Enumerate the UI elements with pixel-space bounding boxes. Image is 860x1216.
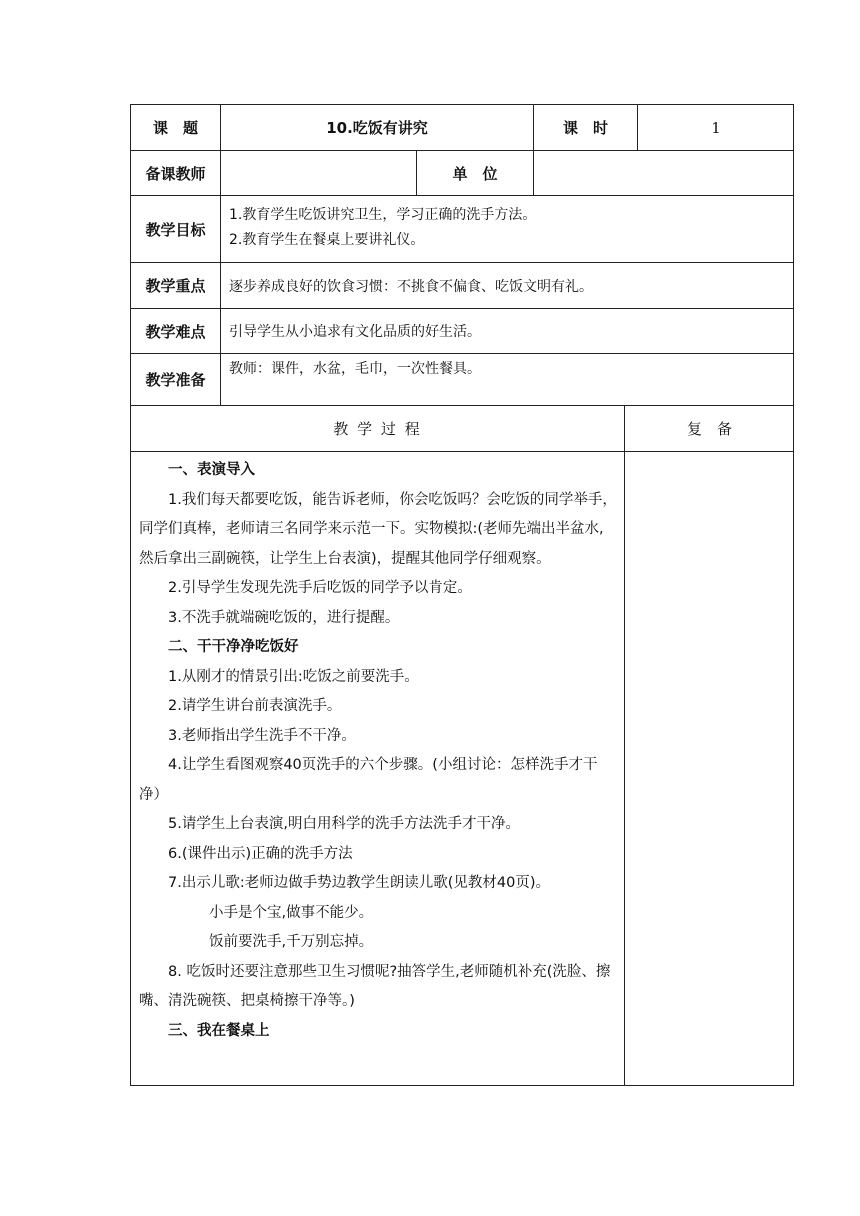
row-key-points: [130, 262, 794, 308]
difficulties-text: 引导学生从小追求有文化品质的好生活。: [220, 308, 794, 353]
row-teacher: [130, 150, 794, 195]
process-paragraph: 1.我们每天都要吃饭，能告诉老师，你会吃饭吗？会吃饭的同学举手，同学们真棒，老师请三名同学来示范一下。实物模拟:(老师先端出半盆水,然后拿出三副碗筷，让学生上台表演)，提醒其他同学仔细观察。: [139, 491, 617, 567]
process-paragraph: 5.请学生上台表演,明白用科学的洗手方法洗手才干净。: [168, 816, 520, 832]
topic-label: 课 题: [130, 104, 220, 150]
review-content: [624, 451, 794, 1086]
section-heading: 二、干干净净吃饭好: [168, 639, 299, 655]
section-heading: 三、我在餐桌上: [168, 1022, 270, 1039]
objective-line: 2.教育学生在餐桌上要讲礼仪。: [229, 232, 425, 248]
section-heading: 一、表演导入: [168, 462, 255, 478]
process-paragraph: 2.请学生讲台前表演洗手。: [168, 698, 342, 714]
period-label: 课 时: [533, 104, 637, 150]
teacher-value: [220, 150, 416, 195]
process-paragraph: 1.从刚才的情景引出:吃饭之前要洗手。: [168, 668, 419, 685]
process-paragraph: 6.(课件出示)正确的洗手方法: [168, 845, 353, 862]
review-label: 复 备: [624, 405, 794, 451]
process-paragraph: 8. 吃饭时还要注意那些卫生习惯呢?抽答学生,老师随机补充(洗脸、擦嘴、清洗碗筷、把桌椅擦干净等。): [139, 963, 611, 1009]
objective-line: 1.教育学生吃饭讲究卫生，学习正确的洗手方法。: [229, 207, 537, 223]
teacher-label: 备课教师: [130, 150, 220, 195]
process-label: 教 学 过 程: [130, 405, 624, 451]
process-paragraph: 3.老师指出学生洗手不干净。: [168, 727, 356, 744]
lesson-plan-table: [130, 104, 794, 1086]
difficulties-label: 教学难点: [130, 308, 220, 353]
process-content: [130, 451, 624, 1086]
row-process-body: [130, 451, 794, 1086]
row-difficulties: [130, 308, 794, 353]
objectives-text: [220, 195, 794, 262]
process-paragraphs: [131, 452, 624, 1046]
process-paragraph: 4.让学生看图观察40页洗手的六个步骤。(小组讨论：怎样洗手才干净）: [139, 757, 598, 803]
preparation-label: 教学准备: [130, 353, 220, 405]
verse-line: 小手是个宝,做事不能少。: [209, 904, 374, 921]
preparation-text: 教师：课件，水盆，毛巾，一次性餐具。: [220, 353, 794, 405]
row-process-header: [130, 405, 794, 451]
row-objectives: [130, 195, 794, 262]
unit-value: [533, 150, 794, 195]
verse-line: 饭前要洗手,千万别忘掉。: [209, 934, 374, 950]
period-value: 1: [637, 104, 794, 150]
topic-value: 10.吃饭有讲究: [220, 104, 533, 150]
unit-label: 单 位: [416, 150, 533, 195]
process-paragraph: 2.引导学生发现先洗手后吃饭的同学予以肯定。: [168, 580, 472, 596]
row-topic: [130, 104, 794, 150]
process-paragraph: 3.不洗手就端碗吃饭的，进行提醒。: [168, 609, 400, 626]
row-preparation: [130, 353, 794, 405]
key-points-label: 教学重点: [130, 262, 220, 308]
process-paragraph: 7.出示儿歌:老师边做手势边教学生朗读儿歌(见教材40页)。: [168, 875, 550, 891]
objectives-label: 教学目标: [130, 195, 220, 262]
key-points-text: 逐步养成良好的饮食习惯：不挑食不偏食、吃饭文明有礼。: [220, 262, 794, 308]
